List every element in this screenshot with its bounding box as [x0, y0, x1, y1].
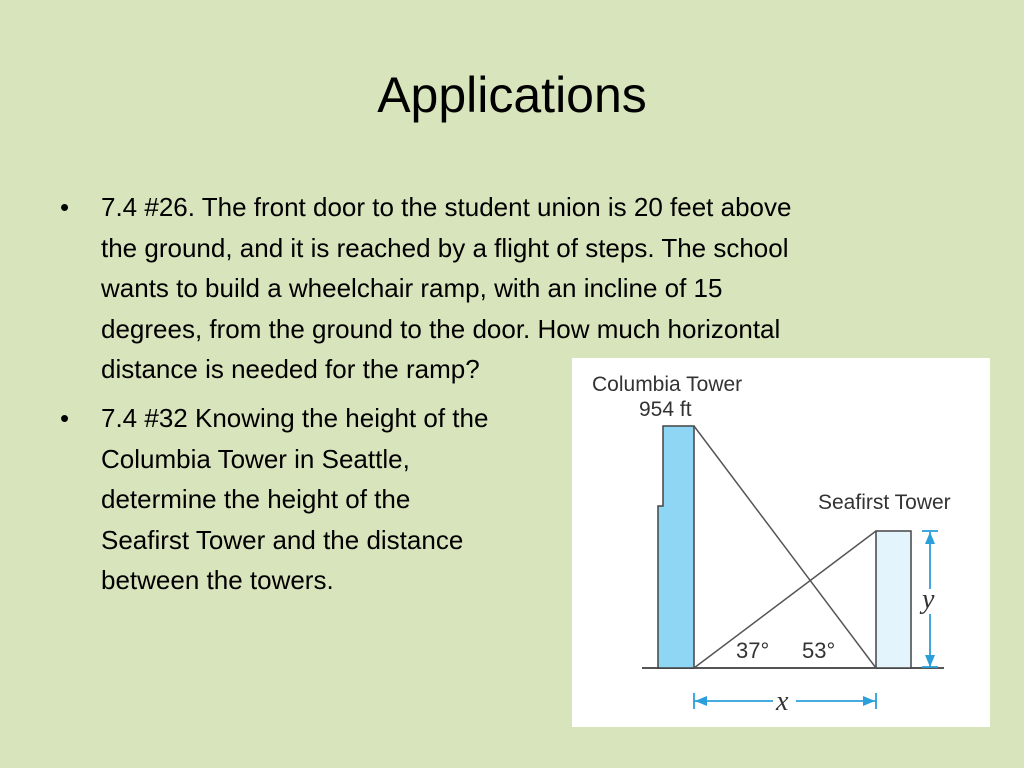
seafirst-tower-label: Seafirst Tower — [818, 491, 951, 514]
bullet-line: the ground, and it is reached by a flight of steps. The school — [101, 232, 789, 263]
slide-title: Applications — [377, 67, 647, 123]
towers-diagram — [572, 358, 990, 727]
bullet-line: distance is needed for the ramp? — [101, 354, 480, 384]
bullet-line: Seafirst Tower and the distance — [101, 524, 464, 555]
seafirst-tower-shape — [876, 531, 911, 668]
bullet-line: between the towers. — [101, 565, 334, 595]
columbia-height-label: 954 ft — [639, 398, 692, 421]
columbia-tower-label: Columbia Tower — [592, 373, 743, 396]
bullet-marker: • — [60, 192, 70, 222]
towers-diagram-svg — [572, 358, 990, 727]
angle-53-label: 53° — [802, 638, 836, 663]
x-arrow-left-icon — [695, 696, 707, 706]
bullet-item — [56, 398, 556, 601]
bullet-line: wants to build a wheelchair ramp, with an incline of 15 — [101, 273, 723, 303]
x-variable-label: x — [776, 686, 789, 717]
sight-line-seafirst — [694, 531, 876, 668]
bullet-line: 7.4 #26. The front door to the student union is 20 feet above — [101, 192, 792, 222]
bullet-line: Columbia Tower in Seattle, — [101, 443, 410, 474]
y-variable-label: y — [922, 584, 935, 615]
angle-37-label: 37° — [736, 638, 770, 663]
y-arrow-down-icon — [925, 655, 935, 667]
x-arrow-right-icon — [863, 696, 875, 706]
bullet-line: degrees, from the ground to the door. How much horizontal — [101, 313, 781, 344]
sight-line-columbia — [694, 426, 876, 668]
bullet-text — [101, 398, 556, 601]
bullet-marker: • — [60, 403, 70, 433]
bullet-line: determine the height of the — [101, 484, 411, 514]
bullet-line: 7.4 #32 Knowing the height of the — [101, 403, 489, 433]
columbia-tower-shape — [658, 426, 694, 668]
y-arrow-up-icon — [925, 532, 935, 544]
